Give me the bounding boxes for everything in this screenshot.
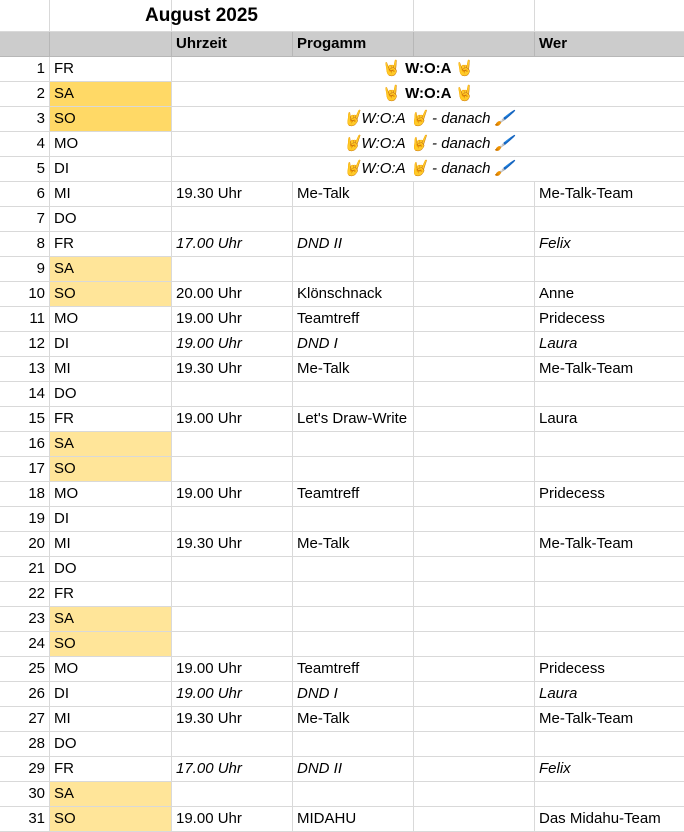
empty-cell[interactable]: [414, 557, 535, 581]
day-cell[interactable]: SA: [50, 82, 172, 106]
day-cell[interactable]: FR: [50, 582, 172, 606]
table-row: [0, 257, 684, 282]
cell[interactable]: [535, 0, 684, 31]
program-cell[interactable]: DND II: [293, 232, 414, 256]
title-row: [0, 0, 684, 32]
row-number[interactable]: 29: [0, 757, 50, 781]
time-cell[interactable]: [172, 207, 293, 231]
row-number[interactable]: 27: [0, 707, 50, 731]
table-row: [0, 582, 684, 607]
row-number[interactable]: 1: [0, 57, 50, 81]
who-cell[interactable]: [535, 432, 684, 456]
header-cell[interactable]: [50, 32, 172, 56]
program-cell[interactable]: [293, 382, 414, 406]
day-cell[interactable]: SO: [50, 807, 172, 831]
day-cell[interactable]: DO: [50, 207, 172, 231]
table-row: [0, 107, 684, 132]
program-cell[interactable]: Teamtreff: [293, 307, 414, 331]
empty-cell[interactable]: [414, 432, 535, 456]
time-cell[interactable]: 19.00 Uhr: [172, 657, 293, 681]
day-cell[interactable]: DO: [50, 732, 172, 756]
header-program[interactable]: Progamm: [293, 32, 414, 56]
who-cell[interactable]: [535, 632, 684, 656]
row-number[interactable]: 7: [0, 207, 50, 231]
day-cell[interactable]: MI: [50, 532, 172, 556]
who-cell[interactable]: [535, 582, 684, 606]
empty-cell[interactable]: [414, 482, 535, 506]
header-who[interactable]: Wer: [539, 35, 568, 52]
row-number[interactable]: 3: [0, 107, 50, 131]
row-number[interactable]: 31: [0, 807, 50, 831]
table-row: [0, 457, 684, 482]
day-cell[interactable]: DI: [50, 682, 172, 706]
who-cell[interactable]: [535, 557, 684, 581]
row-number[interactable]: 16: [0, 432, 50, 456]
who-cell[interactable]: Felix: [539, 235, 571, 252]
day-cell[interactable]: MO: [50, 307, 172, 331]
table-row: [0, 607, 684, 632]
table-row: [0, 657, 684, 682]
header-time[interactable]: Uhrzeit: [172, 32, 293, 56]
program-cell[interactable]: Klönschnack: [293, 282, 414, 306]
row-number[interactable]: 21: [0, 557, 50, 581]
program-cell[interactable]: [293, 557, 414, 581]
table-row: [0, 532, 684, 557]
event-merged-cell[interactable]: 🤘W:O:A 🤘 - danach 🖌️: [342, 160, 514, 177]
row-number[interactable]: 11: [0, 307, 50, 331]
day-cell[interactable]: FR: [50, 232, 172, 256]
time-cell[interactable]: [172, 732, 293, 756]
table-row: [0, 732, 684, 757]
row-number[interactable]: 19: [0, 507, 50, 531]
time-cell[interactable]: 19.00 Uhr: [172, 332, 293, 356]
program-cell[interactable]: DND I: [293, 682, 414, 706]
row-number[interactable]: 10: [0, 282, 50, 306]
time-cell[interactable]: 19.30 Uhr: [172, 357, 293, 381]
empty-cell[interactable]: [414, 507, 535, 531]
row-number[interactable]: 8: [0, 232, 50, 256]
who-cell[interactable]: [535, 207, 684, 231]
table-row: [0, 682, 684, 707]
row-number[interactable]: 6: [0, 182, 50, 206]
time-cell[interactable]: 19.00 Uhr: [172, 682, 293, 706]
time-cell[interactable]: [172, 582, 293, 606]
empty-cell[interactable]: [414, 532, 535, 556]
row-number[interactable]: 23: [0, 607, 50, 631]
empty-cell[interactable]: [414, 257, 535, 281]
empty-cell[interactable]: [414, 632, 535, 656]
empty-cell[interactable]: [414, 407, 535, 431]
who-cell[interactable]: [535, 782, 684, 806]
row-number[interactable]: 17: [0, 457, 50, 481]
table-row: [0, 407, 684, 432]
table-row: [0, 782, 684, 807]
program-cell[interactable]: Teamtreff: [293, 482, 414, 506]
empty-cell[interactable]: [414, 457, 535, 481]
empty-cell[interactable]: [414, 307, 535, 331]
row-number[interactable]: 25: [0, 657, 50, 681]
program-cell[interactable]: [293, 782, 414, 806]
who-cell[interactable]: Laura: [539, 410, 578, 427]
day-cell[interactable]: MO: [50, 132, 172, 156]
program-cell[interactable]: Me-Talk: [293, 707, 414, 731]
day-cell[interactable]: MO: [50, 657, 172, 681]
row-number[interactable]: 22: [0, 582, 50, 606]
program-cell[interactable]: Me-Talk: [293, 532, 414, 556]
program-cell[interactable]: [293, 582, 414, 606]
program-cell[interactable]: Let's Draw-Write: [293, 407, 414, 431]
time-cell[interactable]: 19.00 Uhr: [172, 307, 293, 331]
who-cell[interactable]: Me-Talk-Team: [539, 185, 634, 202]
empty-cell[interactable]: [414, 182, 535, 206]
time-cell[interactable]: [172, 782, 293, 806]
day-cell[interactable]: SO: [50, 457, 172, 481]
row-number[interactable]: 13: [0, 357, 50, 381]
who-cell[interactable]: Das Midahu-Team: [539, 810, 661, 827]
row-number[interactable]: 12: [0, 332, 50, 356]
table-row: [0, 357, 684, 382]
time-cell[interactable]: [172, 632, 293, 656]
day-cell[interactable]: DI: [50, 332, 172, 356]
time-cell[interactable]: [172, 457, 293, 481]
event-merged-cell[interactable]: 🤘 W:O:A 🤘: [382, 85, 474, 102]
row-number[interactable]: 4: [0, 132, 50, 156]
header-row: [0, 32, 684, 57]
table-row: [0, 557, 684, 582]
table-row: [0, 182, 684, 207]
time-cell[interactable]: [172, 382, 293, 406]
event-merged-cell[interactable]: 🤘W:O:A 🤘 - danach 🖌️: [342, 110, 514, 127]
who-cell[interactable]: [535, 382, 684, 406]
event-merged-cell[interactable]: 🤘 W:O:A 🤘: [382, 60, 474, 77]
table-row: [0, 707, 684, 732]
table-body: [0, 57, 684, 832]
row-number[interactable]: 18: [0, 482, 50, 506]
day-cell[interactable]: SA: [50, 782, 172, 806]
day-cell[interactable]: SA: [50, 432, 172, 456]
table-row: [0, 757, 684, 782]
time-cell[interactable]: [172, 607, 293, 631]
table-row: [0, 307, 684, 332]
time-cell[interactable]: [172, 432, 293, 456]
who-cell[interactable]: [535, 457, 684, 481]
who-cell[interactable]: Me-Talk-Team: [539, 535, 634, 552]
day-cell[interactable]: FR: [50, 57, 172, 81]
day-cell[interactable]: DI: [50, 507, 172, 531]
table-row: [0, 282, 684, 307]
sheet-title: August 2025: [145, 5, 258, 26]
empty-cell[interactable]: [414, 757, 535, 781]
day-cell[interactable]: FR: [50, 757, 172, 781]
empty-cell[interactable]: [414, 232, 535, 256]
row-number[interactable]: 28: [0, 732, 50, 756]
program-cell[interactable]: DND II: [293, 757, 414, 781]
time-cell[interactable]: [172, 557, 293, 581]
time-cell[interactable]: [172, 257, 293, 281]
day-cell[interactable]: MO: [50, 482, 172, 506]
table-row: [0, 157, 684, 182]
row-number[interactable]: 14: [0, 382, 50, 406]
empty-cell[interactable]: [414, 732, 535, 756]
row-number[interactable]: 20: [0, 532, 50, 556]
who-cell[interactable]: Laura: [539, 335, 578, 352]
header-cell[interactable]: [0, 32, 50, 56]
program-cell[interactable]: [293, 432, 414, 456]
table-row: [0, 632, 684, 657]
who-cell[interactable]: [535, 607, 684, 631]
empty-cell[interactable]: [414, 332, 535, 356]
table-row: [0, 132, 684, 157]
who-cell[interactable]: [535, 507, 684, 531]
who-cell[interactable]: Pridecess: [539, 310, 605, 327]
row-number[interactable]: 30: [0, 782, 50, 806]
cell[interactable]: [0, 0, 50, 31]
time-cell[interactable]: [172, 507, 293, 531]
program-cell[interactable]: [293, 632, 414, 656]
table-row: [0, 382, 684, 407]
who-cell[interactable]: Laura: [539, 685, 578, 702]
row-number[interactable]: 9: [0, 257, 50, 281]
time-cell[interactable]: 20.00 Uhr: [172, 282, 293, 306]
time-cell[interactable]: 19.30 Uhr: [172, 707, 293, 731]
table-row: [0, 432, 684, 457]
who-cell[interactable]: [535, 257, 684, 281]
program-cell[interactable]: [293, 732, 414, 756]
program-cell[interactable]: [293, 207, 414, 231]
day-cell[interactable]: MI: [50, 357, 172, 381]
day-cell[interactable]: SA: [50, 257, 172, 281]
day-cell[interactable]: DI: [50, 157, 172, 181]
table-row: [0, 232, 684, 257]
day-cell[interactable]: FR: [50, 407, 172, 431]
time-cell[interactable]: 19.00 Uhr: [172, 807, 293, 831]
who-cell[interactable]: [535, 732, 684, 756]
who-cell[interactable]: Me-Talk-Team: [539, 360, 634, 377]
day-cell[interactable]: SO: [50, 107, 172, 131]
program-cell[interactable]: [293, 607, 414, 631]
empty-cell[interactable]: [414, 357, 535, 381]
day-cell[interactable]: SO: [50, 632, 172, 656]
program-cell[interactable]: Me-Talk: [293, 182, 414, 206]
program-cell[interactable]: MIDAHU: [293, 807, 414, 831]
cell[interactable]: [414, 0, 535, 31]
who-cell[interactable]: Me-Talk-Team: [539, 710, 634, 727]
program-cell[interactable]: [293, 457, 414, 481]
program-cell[interactable]: [293, 507, 414, 531]
who-cell[interactable]: Anne: [539, 285, 575, 302]
empty-cell[interactable]: [414, 382, 535, 406]
empty-cell[interactable]: [414, 657, 535, 681]
empty-cell[interactable]: [414, 807, 535, 831]
header-cell[interactable]: [414, 32, 535, 56]
time-cell[interactable]: 19.00 Uhr: [172, 407, 293, 431]
row-number[interactable]: 24: [0, 632, 50, 656]
empty-cell[interactable]: [414, 682, 535, 706]
who-cell[interactable]: Pridecess: [539, 660, 605, 677]
row-number[interactable]: 5: [0, 157, 50, 181]
day-cell[interactable]: DO: [50, 557, 172, 581]
empty-cell[interactable]: [414, 582, 535, 606]
empty-cell[interactable]: [414, 607, 535, 631]
who-cell[interactable]: Felix: [539, 760, 571, 777]
empty-cell[interactable]: [414, 207, 535, 231]
table-row: [0, 207, 684, 232]
event-merged-cell[interactable]: 🤘W:O:A 🤘 - danach 🖌️: [342, 135, 514, 152]
day-cell[interactable]: SA: [50, 607, 172, 631]
time-cell[interactable]: 19.00 Uhr: [172, 482, 293, 506]
row-number[interactable]: 15: [0, 407, 50, 431]
time-cell[interactable]: 19.30 Uhr: [172, 532, 293, 556]
table-row: [0, 82, 684, 107]
program-cell[interactable]: DND I: [293, 332, 414, 356]
who-cell[interactable]: Pridecess: [539, 485, 605, 502]
table-row: [0, 807, 684, 832]
table-row: [0, 507, 684, 532]
program-cell[interactable]: Me-Talk: [293, 357, 414, 381]
time-cell[interactable]: 17.00 Uhr: [172, 757, 293, 781]
day-cell[interactable]: MI: [50, 182, 172, 206]
day-cell[interactable]: MI: [50, 707, 172, 731]
time-cell[interactable]: 17.00 Uhr: [172, 232, 293, 256]
program-cell[interactable]: [293, 257, 414, 281]
table-row: [0, 482, 684, 507]
program-cell[interactable]: Teamtreff: [293, 657, 414, 681]
empty-cell[interactable]: [414, 782, 535, 806]
day-cell[interactable]: DO: [50, 382, 172, 406]
row-number[interactable]: 2: [0, 82, 50, 106]
table-row: [0, 332, 684, 357]
row-number[interactable]: 26: [0, 682, 50, 706]
empty-cell[interactable]: [414, 282, 535, 306]
empty-cell[interactable]: [414, 707, 535, 731]
day-cell[interactable]: SO: [50, 282, 172, 306]
time-cell[interactable]: 19.30 Uhr: [172, 182, 293, 206]
table-row: [0, 57, 684, 82]
